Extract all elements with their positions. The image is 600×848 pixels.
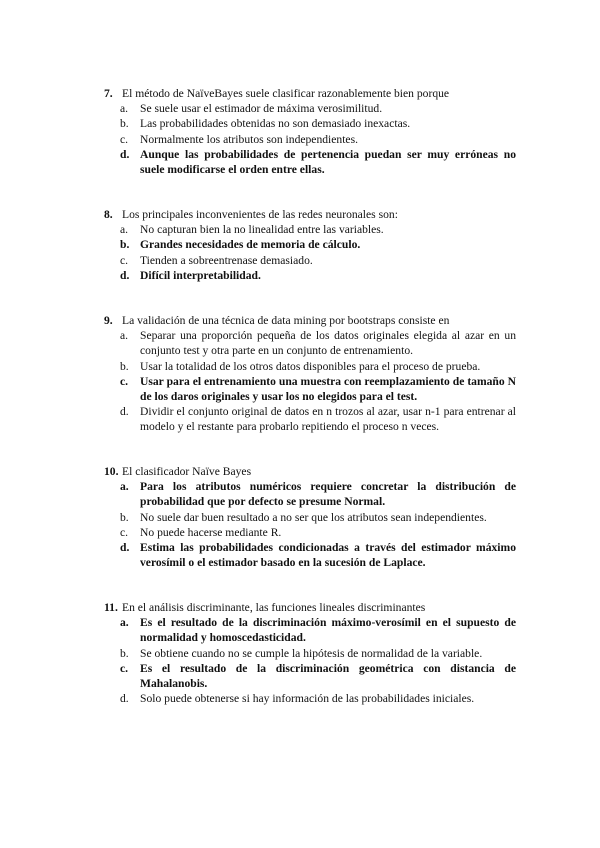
option-b: b. No suele dar buen resultado a no ser que los atributos sean independientes.	[120, 510, 487, 524]
question-8	[104, 207, 516, 283]
question-number: 10.	[104, 465, 119, 478]
option-b: b. Grandes necesidades de memoria de cálculo.	[120, 238, 361, 252]
option-c: c. Tienden a sobreentrenase demasiado.	[120, 253, 313, 267]
option-b: b. Se obtiene cuando no se cumple la hipótesis de normalidad de la variable.	[120, 646, 483, 660]
question-9	[104, 313, 516, 435]
option-d: d. Dividir el conjunto original de datos en n trozos al azar, usar n-1 para entrenar al modelo y el restante para probarlo repitiendo el proceso n veces.	[120, 405, 516, 434]
option-b: b. Usar la totalidad de los otros datos disponibles para el proceso de prueba.	[120, 359, 481, 373]
option-c: c. No puede hacerse mediante R.	[120, 525, 282, 539]
question-number: 7.	[104, 87, 113, 100]
question-number: 8.	[104, 208, 113, 221]
question-text: Los principales inconvenientes de las redes neuronales son:	[122, 208, 398, 221]
question-number: 9.	[104, 314, 113, 327]
option-a: a. Para los atributos numéricos requiere concretar la distribución de probabilidad que por defecto se presume Normal.	[120, 480, 516, 509]
question-text: El método de NaïveBayes suele clasificar razonablemente bien porque	[122, 87, 450, 100]
question-text: La validación de una técnica de data mining por bootstraps consiste en	[122, 314, 450, 327]
question-7	[104, 86, 516, 177]
option-d: d. Aunque las probabilidades de pertenencia puedan ser muy erróneas no suele modificarse el orden entre ellas.	[120, 147, 516, 177]
question-number: 11.	[104, 601, 118, 614]
question-10	[104, 464, 516, 570]
option-a: a. Es el resultado de la discriminación máximo-verosímil en el supuesto de normalidad y homoscedasticidad.	[120, 616, 516, 645]
option-d: d. Difícil interpretabilidad.	[120, 268, 261, 282]
option-d: d. Estima las probabilidades condicionadas a través del estimador máximo verosímil o el estimador basado en la sucesión de Laplace.	[120, 541, 516, 570]
question-11	[104, 600, 516, 706]
option-a: a. No capturan bien la no linealidad entre las variables.	[120, 223, 384, 237]
option-d: d. Solo puede obtenerse si hay información de las probabilidades iniciales.	[120, 692, 475, 706]
option-a: a. Separar una proporción pequeña de los datos originales elegida al azar en un conjunto test y otra parte en un conjunto de entrenamiento.	[120, 329, 516, 358]
option-b: b. Las probabilidades obtenidas no son demasiado inexactas.	[120, 117, 411, 131]
question-text: En el análisis discriminante, las funciones lineales discriminantes	[122, 601, 426, 614]
question-text: El clasificador Naïve Bayes	[122, 465, 252, 478]
option-a: a. Se suele usar el estimador de máxima verosimilitud.	[120, 102, 383, 116]
option-c: c. Es el resultado de la discriminación geométrica con distancia de Mahalanobis.	[120, 661, 516, 691]
option-c: c. Usar para el entrenamiento una muestra con reemplazamiento de tamaño N de los daros originales y usar los no elegidos para el test.	[120, 374, 516, 404]
option-c: c. Normalmente los atributos son independientes.	[120, 132, 358, 146]
